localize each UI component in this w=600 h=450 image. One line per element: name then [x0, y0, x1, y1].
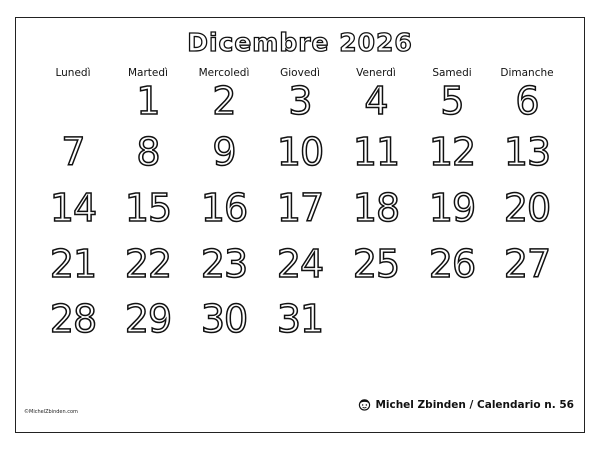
day-cell: 7 [61, 130, 85, 174]
weekday-header-monday: Lunedì [55, 67, 91, 79]
day-cell: 22 [124, 242, 172, 286]
day-cell: 13 [503, 130, 551, 174]
day-cell: 17 [276, 186, 324, 230]
day-cell: 3 [288, 79, 312, 123]
day-cell: 24 [276, 242, 324, 286]
day-cell: 9 [212, 130, 236, 174]
calendar-title: Dicembre 2026 [187, 28, 413, 57]
day-cell: 19 [428, 186, 476, 230]
day-cell: 4 [364, 79, 388, 123]
weekday-header-sunday: Dimanche [500, 67, 554, 79]
author-credit-text: Michel Zbinden / Calendario n. 56 [375, 398, 574, 411]
weekday-header-saturday: Samedi [432, 67, 472, 79]
day-cell: 12 [428, 130, 476, 174]
weekday-header-friday: Venerdì [356, 67, 396, 79]
day-cell: 31 [276, 297, 324, 341]
day-cell: 29 [124, 297, 172, 341]
day-cell: 21 [49, 242, 97, 286]
day-cell: 20 [503, 186, 551, 230]
day-cell: 1 [136, 79, 160, 123]
website-credit: ©MichelZbinden.com [24, 409, 78, 415]
weekday-header-tuesday: Martedì [128, 67, 168, 79]
day-cell: 14 [49, 186, 97, 230]
day-cell: 5 [440, 79, 464, 123]
day-cell: 10 [276, 130, 324, 174]
day-cell: 30 [200, 297, 248, 341]
author-credit [358, 398, 574, 411]
day-cell: 25 [352, 242, 400, 286]
face-icon [358, 398, 371, 411]
day-cell: 26 [428, 242, 476, 286]
day-cell: 16 [200, 186, 248, 230]
weekday-header-thursday: Giovedì [280, 67, 320, 79]
day-cell: 23 [200, 242, 248, 286]
day-cell: 8 [136, 130, 160, 174]
day-cell: 18 [352, 186, 400, 230]
day-cell: 11 [352, 130, 400, 174]
day-cell: 27 [503, 242, 551, 286]
day-cell: 6 [515, 79, 539, 123]
day-cell: 2 [212, 79, 236, 123]
day-cell: 28 [49, 297, 97, 341]
day-cell: 15 [124, 186, 172, 230]
weekday-header-wednesday: Mercoledì [198, 67, 250, 79]
